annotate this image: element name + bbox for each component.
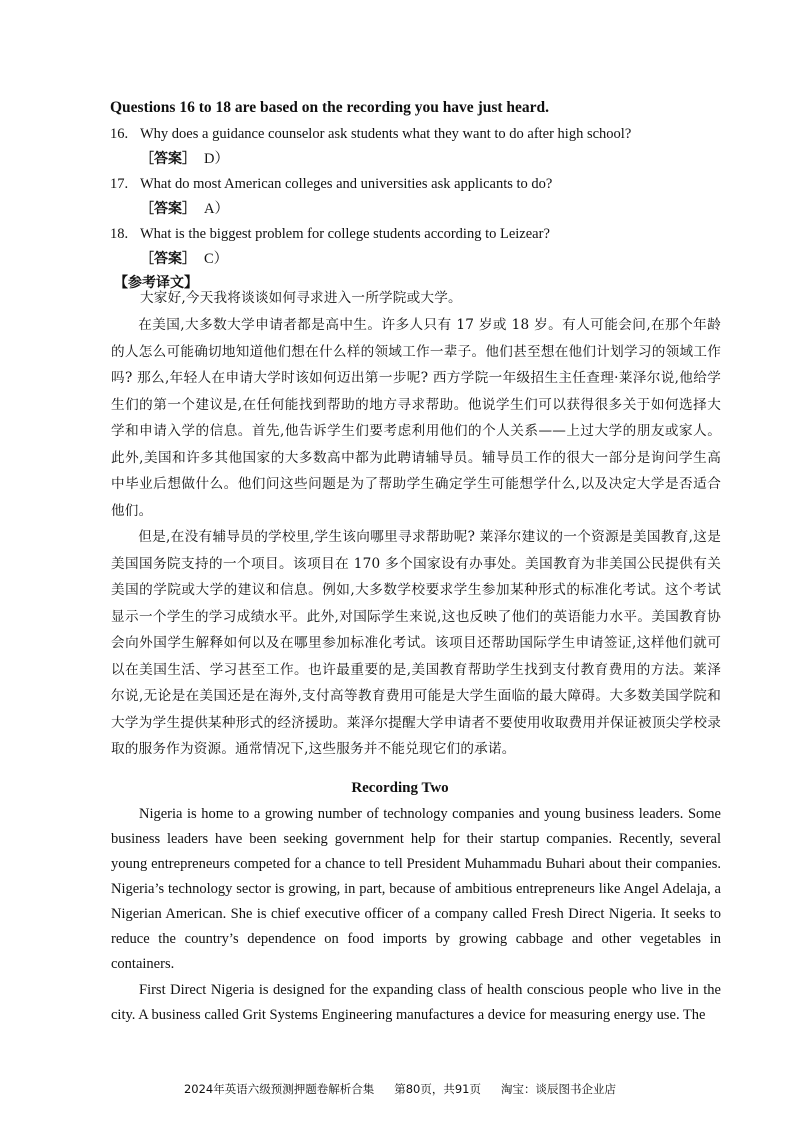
reference-translation-label: 【参考译文】	[114, 275, 198, 291]
question-18	[110, 224, 550, 244]
answer-tag: ［答案］	[140, 251, 196, 267]
question-text: What do most American colleges and universities ask applicants to do?	[140, 176, 553, 192]
question-number: 16.	[110, 126, 129, 142]
answer-17	[140, 199, 229, 219]
answer-18	[140, 249, 228, 269]
footer-shop: 淘宝：谈辰图书企业店	[501, 1082, 617, 1096]
answer-value: C）	[204, 251, 229, 267]
question-number: 17.	[110, 176, 129, 192]
question-17	[110, 174, 552, 194]
recording-paragraph-2: First Direct Nigeria is designed for the expanding class of health conscious people who live in the city. A business called Grit Systems Engineering manufactures a device for measuring energy use. The	[111, 982, 721, 1023]
question-number: 18.	[110, 226, 129, 242]
question-text: Why does a guidance counselor ask students what they want to do after high school?	[140, 126, 632, 142]
translation-paragraph-3: 但是,在没有辅导员的学校里,学生该向哪里寻求帮助呢? 莱泽尔建议的一个资源是美国教育,这是美国国务院支持的一个项目。该项目在 170 多个国家设有办事处。美国教育为非美国公民提供有关美国的学院或大学的建议和信息。例如,大多数学校要求学生参加某种形式的标准化考试。这个考试显示一个学生的学习成绩水平。此外,对国际学生来说,这也反映了他们的英语能力水平。美国教育协会向外国学生解释如何以及在哪里参加标准化考试。该项目还帮助国际学生申请签证,这样他们就可以在美国生活、学习甚至工作。也许最重要的是,美国教育帮助学生找到支付教育费用的方法。莱泽尔说,无论是在美国还是在海外,支付高等教育费用可能是大学生面临的最大障碍。大多数美国学院和大学为学生提供某种形式的经济援助。莱泽尔提醒大学申请者不要使用收取费用并保证被顶尖学校录取的服务作为资源。通常情况下,这些服务并不能兑现它们的承诺。	[111, 529, 721, 757]
page-footer	[0, 1081, 800, 1097]
translation-paragraph-1: 大家好,今天我将谈谈如何寻求进入一所学院或大学。	[140, 290, 462, 306]
translation-paragraph-2: 在美国,大多数大学申请者都是高中生。许多人只有 17 岁或 18 岁。有人可能会问,在那个年龄的人怎么可能确切地知道他们想在什么样的领域工作一辈子。他们甚至想在他们计划学习的领域工作吗? 那么,年轻人在申请大学时该如何迈出第一步呢? 西方学院一年级招生主任查理·莱泽尔说,他给学生们的第一个建议是,在任何能找到帮助的地方寻求帮助。他说学生们可以获得很多关于如何选择大学和申请入学的信息。首先,他告诉学生们要考虑利用他们的个人关系——上过大学的朋友或家人。此外,美国和许多其他国家的大多数高中都为此聘请辅导员。辅导员工作的很大一部分是询问学生高中毕业后想做什么。他们问这些问题是为了帮助学生确定学生可能想学什么,以及决定大学是否适合他们。	[111, 317, 721, 519]
answer-16	[140, 149, 229, 169]
question-text: What is the biggest problem for college students according to Leizear?	[140, 226, 550, 242]
answer-value: D）	[204, 151, 229, 167]
question-16	[110, 124, 631, 144]
answer-tag: ［答案］	[140, 201, 196, 217]
questions-heading: Questions 16 to 18 are based on the recording you have just heard.	[110, 99, 550, 116]
footer-collection: 2024年英语六级预测押题卷解析合集	[183, 1082, 375, 1096]
recording-two-title: Recording Two	[351, 780, 449, 796]
answer-value: A）	[204, 201, 229, 217]
recording-paragraph-1: Nigeria is home to a growing number of technology companies and young business leaders. Some business leaders have been seeking government help for their startup companies. Recently, several young entrepreneurs competed for a chance to tell President Muhammadu Buhari about their companies. Nigeria’s technology sector is growing, in part, because of ambitious entrepreneurs like Angel Adelaja, a Nigerian American. She is chief executive officer of a company called Fresh Direct Nigeria. It seeks to reduce the country’s dependence on food imports by growing cabbage and other vegetables in containers.	[111, 806, 721, 972]
answer-tag: ［答案］	[140, 151, 196, 167]
footer-page-number: 第80页，共91页	[394, 1082, 482, 1096]
